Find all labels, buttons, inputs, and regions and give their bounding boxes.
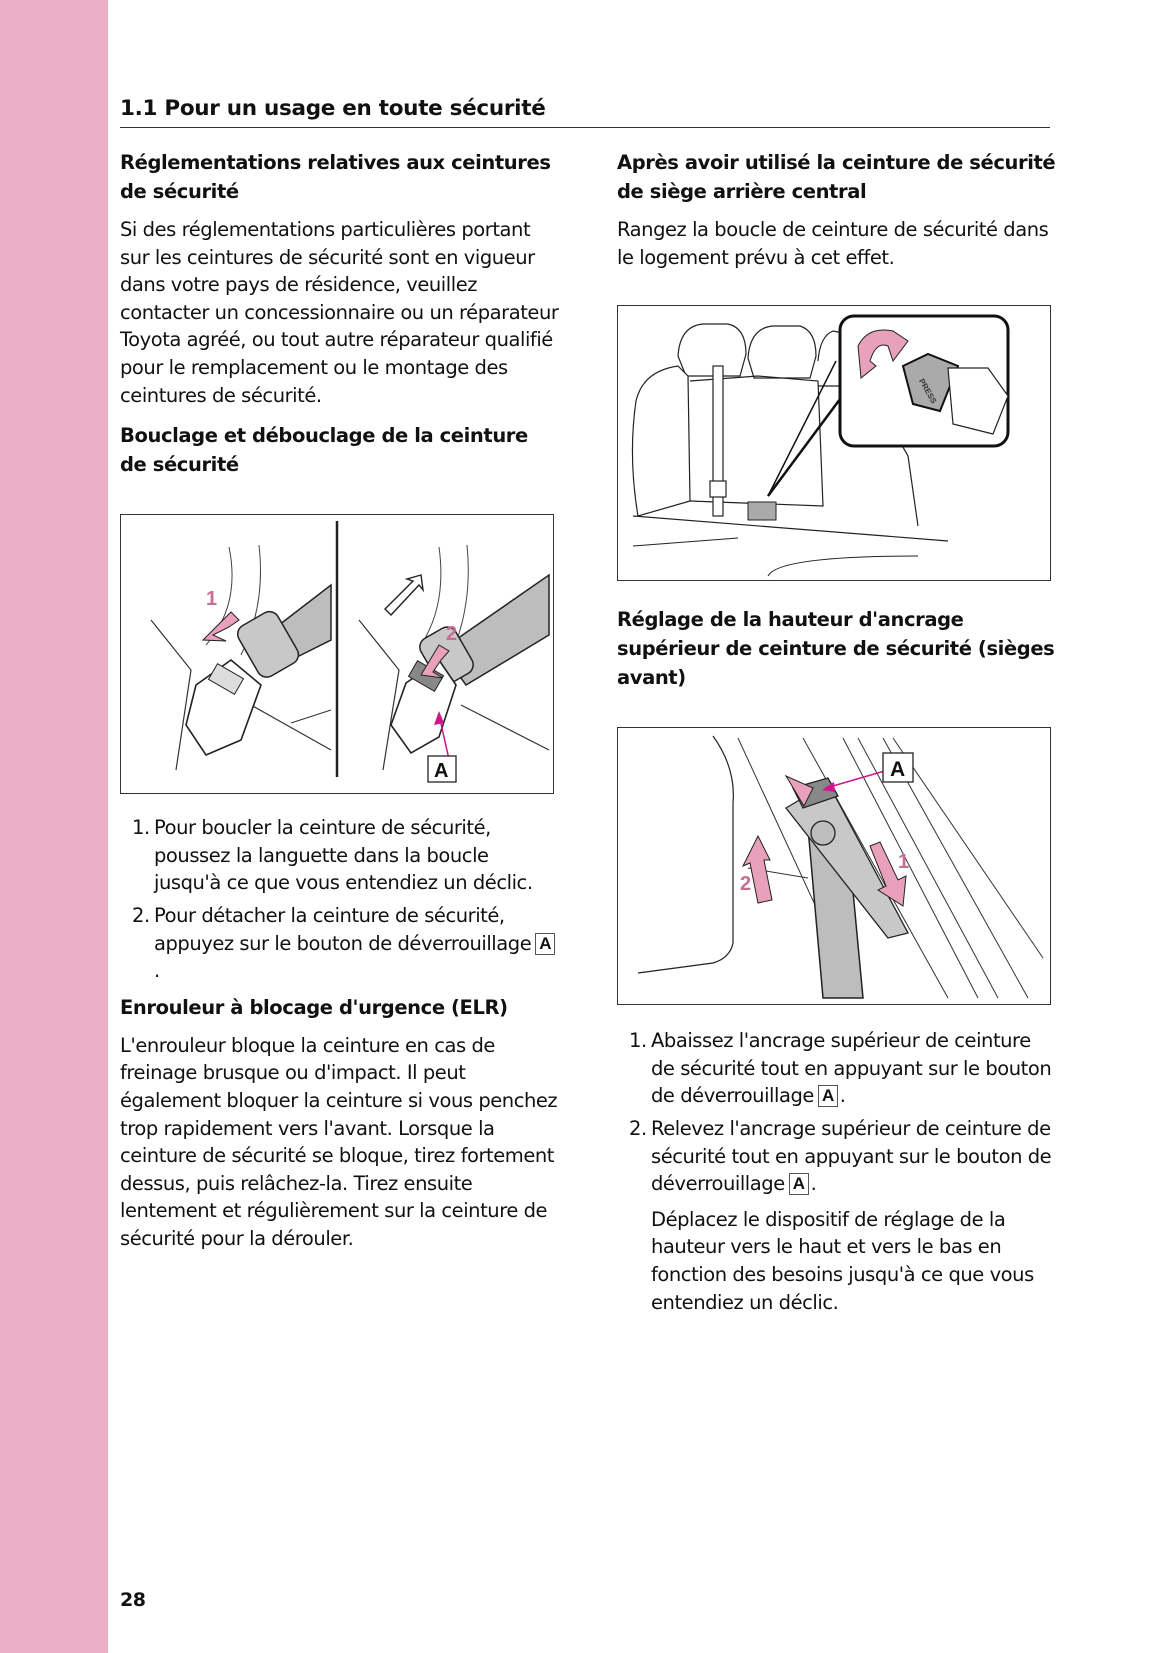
heading-buckling: Bouclage et débouclage de la ceinture de sécurité xyxy=(120,424,528,477)
anchor-adjuster-illustration xyxy=(618,728,1050,1004)
heading-height-adjust: Réglage de la hauteur d'ancrage supérieur de ceinture de sécurité (sièges avant) xyxy=(617,608,1055,690)
page-number: 28 xyxy=(120,1589,146,1611)
buckling-step-2: 2. Pour détacher la ceinture de sécurité, appuyez sur le bouton de déverrouillage A. xyxy=(120,902,560,985)
callout-a-label: A xyxy=(434,760,449,783)
step-label-1: 1 xyxy=(206,588,218,611)
step-label-2: 2 xyxy=(446,623,458,646)
step-label-1: 1 xyxy=(898,851,910,874)
section-title: 1.1 Pour un usage en toute sécurité xyxy=(120,96,1050,128)
height-step-1: 1. Abaissez l'ancrage supérieur de ceinture de sécurité tout en appuyant sur le bouton de déverrouillage A . xyxy=(629,1029,1052,1108)
figure-rear-center-buckle xyxy=(617,305,1051,581)
buckling-step-1: 1. Pour boucler la ceinture de sécurité, poussez la languette dans la boucle jusqu'à ce que vous entendiez un déclic. xyxy=(132,816,533,895)
height-adjust-note: Déplacez le dispositif de réglage de la hauteur vers le haut et vers le bas en fonction des besoins jusqu'à ce que vous entendiez un déclic. xyxy=(651,1207,1034,1314)
heading-rear-center: Après avoir utilisé la ceinture de sécurité de siège arrière central xyxy=(617,151,1056,203)
buckling-steps xyxy=(120,814,560,985)
right-column xyxy=(617,148,1057,1316)
inset-buckle-text: PRESS xyxy=(917,377,939,406)
paragraph-elr: L'enrouleur bloque la ceinture en cas de freinage brusque ou d'impact. Il peut également bloquer la ceinture si vous penchez trop rapidement vers l'avant. Lorsque la ceinture de sécurité se bloque, tirez fortement dessus, puis relâchez-la. Tirez ensuite lentement et régulièrement sur la ceinture de sécurité pour la dérouler. xyxy=(120,1033,558,1250)
paragraph-regulations: Si des réglementations particulières portant sur les ceintures de sécurité sont en vigueur dans votre pays de résidence, veuillez contacter un concessionnaire ou un réparateur Toyota agréé, ou tout autre réparateur qualifié pour le remplacement ou le montage des ceintures de sécurité. xyxy=(120,218,559,407)
height-adjust-steps xyxy=(617,1027,1057,1198)
figure-anchor-height xyxy=(617,727,1051,1005)
chapter-color-tab xyxy=(0,0,108,1653)
release-button-badge: A xyxy=(789,1173,809,1195)
paragraph-rear-center: Rangez la boucle de ceinture de sécurité dans le logement prévu à cet effet. xyxy=(617,218,1049,269)
release-button-badge: A xyxy=(818,1085,838,1107)
step-label-2: 2 xyxy=(740,873,752,896)
seatbelt-buckle-illustration xyxy=(121,515,553,793)
figure-buckle-unbuckle xyxy=(120,514,554,794)
height-step-2: 2. Relevez l'ancrage supérieur de ceinture de sécurité tout en appuyant sur le bouton de déverrouillage A . xyxy=(629,1116,1052,1196)
heading-elr: Enrouleur à blocage d'urgence (ELR) xyxy=(120,995,508,1019)
heading-regulations: Réglementations relatives aux ceintures de sécurité xyxy=(120,151,551,203)
left-column xyxy=(120,148,560,1262)
callout-a-label: A xyxy=(890,758,906,782)
release-button-badge: A xyxy=(535,933,555,955)
rear-seat-illustration xyxy=(618,306,1050,580)
